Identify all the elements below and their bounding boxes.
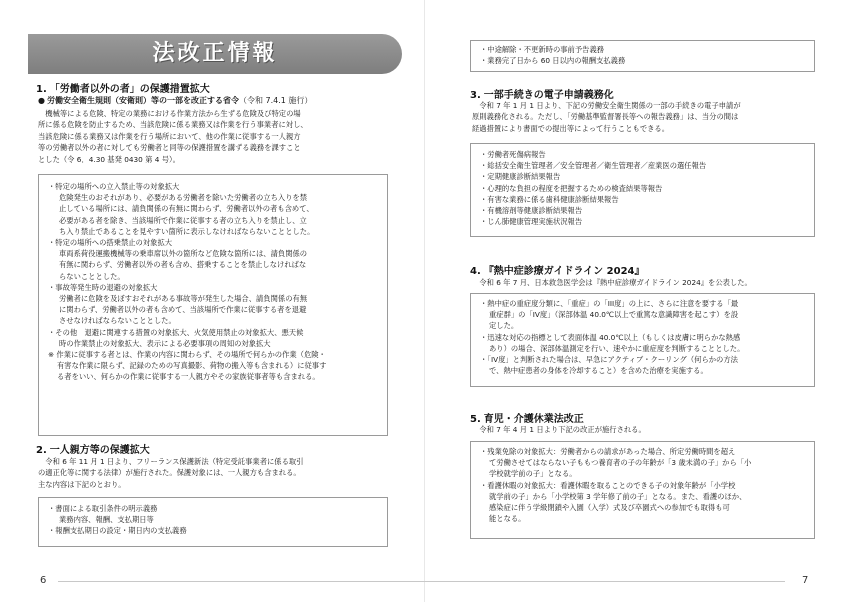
page-number-left: 6 bbox=[40, 575, 47, 586]
box-line: 有無に関わらず、労働者以外の者も含め、搭乗することを禁止しなければな bbox=[59, 260, 307, 270]
footer-rule-left bbox=[58, 581, 425, 582]
box-line: ・有機溶剤等健康診断結果報告 bbox=[480, 206, 583, 216]
box-line: ・熱中症の重症度分類に、「重症」の「III度」の上に、さらに注意を要する「最 bbox=[480, 299, 739, 308]
subhead-bold: 労働安全衛生規則（安衛則）等の一部を改正する省令 bbox=[46, 96, 239, 105]
intro-line: 機械等による危険、特定の業務における作業方法から生ずる危険及び特定の場 bbox=[38, 109, 301, 118]
box-line: させなければならないこととした。 bbox=[59, 316, 176, 326]
section1-intro bbox=[38, 108, 388, 165]
box-line: に関わらず、労働者以外の者も含めて、当該場所で作業に従事する者を退避 bbox=[59, 305, 307, 315]
section4-box bbox=[470, 293, 815, 387]
section5-heading bbox=[470, 410, 584, 425]
subhead-normal: （令和 7.4.1 施行） bbox=[238, 96, 313, 105]
section1-number: 1. bbox=[36, 84, 47, 95]
section3-box bbox=[470, 143, 815, 237]
intro-line: 等の労働者以外の者に対しても労働者と同等の保護措置を講ずる義務を課すこと bbox=[38, 143, 301, 153]
box-line: ・心理的な負担の程度を把握するための検査結果等報告 bbox=[480, 183, 663, 193]
section2-heading bbox=[36, 441, 150, 456]
box-line: ・事故等発生時の退避の対象拡大 bbox=[48, 282, 158, 292]
section3-heading bbox=[470, 86, 614, 101]
box-line: ・総括安全衛生管理者／安全管理者／衛生管理者／産業医の選任報告 bbox=[480, 161, 707, 171]
footer-rule-right bbox=[425, 581, 785, 582]
box-line: ・定期健康診断結果報告 bbox=[480, 172, 561, 182]
box-note-line: 有害な作業に限らず、記録のための写真撮影、荷物の搬入等も含まれる）に従事す bbox=[57, 361, 327, 371]
box-line: 能となる。 bbox=[489, 514, 526, 524]
box-line: ・迅速な対応の指標として表面体温 40.0℃以上（もしくは皮膚に明らかな熱感 bbox=[480, 332, 741, 342]
intro-line: 令和 6 年 11 月 1 日より、フリーランス保護新法（特定受託事業者に係る取引 bbox=[38, 457, 304, 466]
section1-box bbox=[38, 174, 388, 436]
section4-intro bbox=[472, 277, 817, 288]
box-line: ・報酬支払期日の設定・期日内の支払義務 bbox=[48, 526, 187, 536]
section4-title: 『熱中症診療ガイドライン 2024』 bbox=[483, 266, 645, 277]
section3-intro bbox=[472, 100, 817, 134]
box-line: ・その他 退避に関連する措置の対象拡大、火気使用禁止の対象拡大、悪天候 bbox=[48, 327, 304, 337]
section5-title: 育児・介護休業法改正 bbox=[483, 414, 584, 425]
box-line: 業務内容、報酬、支払期日等 bbox=[59, 515, 154, 525]
box-line: 定した。 bbox=[489, 321, 519, 331]
box-line: 感染症に伴う学級閉鎖や入園（入学）式及び卒園式への参加でも取得も可 bbox=[489, 503, 730, 513]
intro-line: 令和 7 年 1 月 1 日より、下記の労働安全衛生関係の一部の手続きの電子申請が bbox=[472, 101, 741, 110]
box-line: ・看護休暇の対象拡大：看護休暇を取ることのできる子の対象年齢が「小学校 bbox=[480, 480, 736, 490]
section5-intro bbox=[472, 424, 817, 435]
box-line: ・中途解除・不更新時の事前予告義務 bbox=[480, 45, 605, 54]
section1-title: 「労働者以外の者」の保護措置拡大 bbox=[49, 84, 210, 95]
box-line: ・有害な業務に係る歯科健康診断結果報告 bbox=[480, 194, 619, 204]
page-number-right: 7 bbox=[802, 575, 809, 586]
box-line: 就学前の子」から「小学校第 3 学年修了前の子」となる。また、看護のほか、 bbox=[489, 491, 747, 501]
intro-line: 所に係る危険を防止するため、当該危険に係る業務又は作業を行う事業者に対し、 bbox=[38, 120, 308, 130]
box-line: ・「IV度」と判断された場合は、早急にアクティブ・クーリング（何らかの方法 bbox=[480, 355, 738, 365]
section4-heading bbox=[470, 262, 644, 277]
intro-line: とした（令 6．4.30 基発 0430 第 4 号）。 bbox=[38, 154, 180, 164]
intro-line: 令和 7 年 4 月 1 日より下記の改正が施行される。 bbox=[472, 425, 646, 434]
box-line: ・特定の場所への搭乗禁止の対象拡大 bbox=[48, 238, 173, 248]
section5-number: 5. bbox=[470, 414, 481, 425]
box-line: 労働者に危険を及ぼすおそれがある事故等が発生した場合、請負関係の有無 bbox=[59, 294, 308, 304]
banner-title: 法改正情報 bbox=[152, 41, 278, 66]
intro-line: 当該危険に係る業務又は作業を行う場所において、他の作業に従事する一人親方 bbox=[38, 131, 301, 141]
box-note-line: ※ 作業に従事する者とは、作業の内容に関わらず、その場所で何らかの作業（危険・ bbox=[48, 350, 326, 360]
section3-title: 一部手続きの電子申請義務化 bbox=[483, 90, 614, 101]
box-line: ・特定の場所への立入禁止等の対象拡大 bbox=[48, 182, 180, 191]
intro-line: 経過措置により書面での提出等によって行うこともできる。 bbox=[472, 123, 670, 133]
bullet-icon: ● bbox=[38, 96, 45, 105]
box-line: ・労働者死傷病報告 bbox=[480, 150, 546, 159]
box-line: 危険発生のおそれがあり、必要がある労働者を除いた労働者の立ち入りを禁 bbox=[59, 193, 308, 203]
box-line: 学校就学前の子」となる。 bbox=[489, 469, 577, 479]
intro-line: 令和 6 年 7 月、日本救急医学会は『熱中症診療ガイドライン 2024』を公表した。 bbox=[472, 278, 752, 287]
right-page bbox=[425, 0, 850, 602]
section3-number: 3. bbox=[470, 90, 481, 101]
box-line: 時の作業禁止の対象拡大、表示による必要事項の周知の対象拡大 bbox=[59, 338, 271, 348]
intro-line: 原則義務化される。ただし、「労働基準監督署長等への報告義務」は、当分の間は bbox=[472, 112, 739, 122]
section2-title: 一人親方等の保護拡大 bbox=[49, 445, 150, 456]
section4-number: 4. bbox=[470, 266, 481, 277]
section2-box bbox=[38, 497, 388, 547]
box-line: て労働させてはならない子ももつ養育者の子の年齢が「3 歳未満の子」から「小 bbox=[489, 458, 752, 468]
section1-subheading bbox=[38, 95, 312, 106]
box-line: ・業務完了日から 60 日以内の報酬支払義務 bbox=[480, 56, 626, 66]
intro-line: 主な内容は下記のとおり。 bbox=[38, 479, 126, 489]
box-line: 必要がある者を除き、当該場所で作業に従事する者の立ち入りを禁止し、立 bbox=[59, 215, 307, 225]
section2-intro bbox=[38, 456, 388, 490]
box-line: で、熱中症患者の身体を冷却すること）を含めた治療を実施する。 bbox=[489, 366, 708, 376]
section5-box bbox=[470, 441, 815, 539]
section-banner bbox=[28, 34, 402, 74]
box-note-line: る者をいい、何らかの作業に従事する一人親方やその家族従事者等も含まれる。 bbox=[57, 372, 320, 382]
box-line: ち入り禁止であることを見やすい箇所に表示しなければならないこととした。 bbox=[59, 226, 315, 236]
box-line: ・書面による取引条件の明示義務 bbox=[48, 504, 158, 513]
box-line: 止している場所には、請負関係の有無に関わらず、労働者以外の者も含めて、 bbox=[59, 204, 314, 214]
continued-box bbox=[470, 40, 815, 72]
box-line: 重症群」の「IV度」（深部体温 40.0℃以上で重篤な意識障害を起こす）を設 bbox=[489, 310, 739, 320]
box-line: ・じん肺健康管理実施状況報告 bbox=[480, 217, 583, 227]
section2-number: 2. bbox=[36, 445, 47, 456]
box-line: あり）の場合、深部体温測定を行い、速やかに重症度を判断することとした。 bbox=[489, 343, 745, 353]
box-line: らないこととした。 bbox=[59, 271, 125, 281]
box-line: ・残業免除の対象拡大：労働者からの請求があった場合、所定労働時間を超え bbox=[480, 447, 736, 456]
section1-heading bbox=[36, 80, 210, 95]
intro-line: の適正化等に関する法律）が施行された。保護対象には、一人親方も含まれる。 bbox=[38, 468, 301, 478]
box-line: 車両系荷役運搬機械等の乗車席以外の箇所など危険な箇所には、請負関係の bbox=[59, 249, 308, 259]
